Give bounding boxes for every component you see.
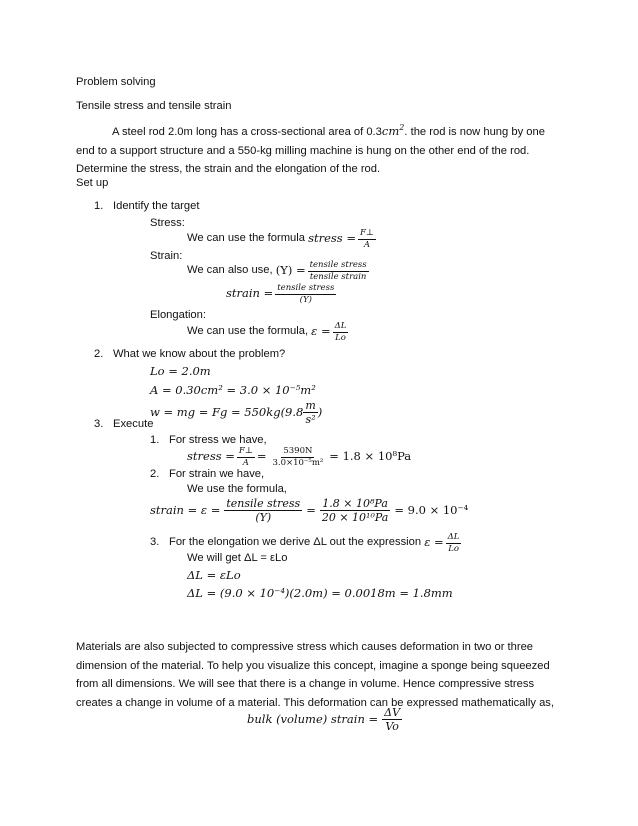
- elongation-lhs: ε =: [311, 324, 331, 339]
- calc-stress-result: = 1.8 × 10⁸Pa: [329, 449, 412, 464]
- elongation-derivation-2: ΔL = εLo: [187, 568, 241, 582]
- elongation-label: Elongation:: [150, 309, 206, 321]
- problem-statement: [76, 122, 564, 179]
- weight-fraction: $\frac{m}{\text{s²}}$: [305, 399, 316, 426]
- strain-Y: (Y) =: [275, 263, 306, 278]
- weight-close-paren: ): [317, 404, 323, 419]
- elongation-result: ΔL = (9.0 × 10⁻⁴)(2.0m) = 0.0018m = 1.8mm: [187, 586, 453, 600]
- strain-calculation: [150, 498, 468, 523]
- stress-label: Stress:: [150, 217, 185, 229]
- step1-number: 1.: [94, 200, 104, 212]
- stress-formula-text: We can use the formula: [187, 232, 305, 245]
- strain-label: Strain:: [150, 250, 183, 262]
- problem-text-part2: . the rod is now hung by one end to a support structure and a 550-kg milling machine is hung on the other end of the rod. Determine the stress, the strain and the elongation of the rod.: [76, 126, 545, 175]
- execute-3-lhs: ε =: [424, 535, 444, 550]
- bulk-strain-formula: [247, 707, 406, 732]
- elongation-formula-text: We can use the formula,: [187, 325, 309, 338]
- execute-3-line: [150, 533, 463, 553]
- calc-stress-lhs: stress =: [187, 449, 235, 464]
- strain-lhs: strain =: [226, 286, 274, 301]
- strain-fraction-1: $\frac{\text{tensile stress}}{\text{tensile strain}}$: [309, 260, 367, 282]
- execute-2-sub: We use the formula,: [187, 483, 287, 495]
- execute-2-number: 2.: [150, 468, 160, 480]
- step3-number: 3.: [94, 418, 104, 430]
- calc-stress-frac-1: $\frac{F\perp}{A}$: [238, 446, 253, 468]
- bulk-fraction: $\frac{\Delta V}{Vo}$: [384, 706, 401, 733]
- calc-stress-eq: =: [256, 449, 267, 464]
- weight-expression: w = mg = Fg = 550kg(9.8: [150, 404, 304, 419]
- calc-strain-frac-2: $\frac{\text{1.8 × 10⁸Pa}}{\text{20 × 10¹⁰Pa}}$: [321, 497, 389, 524]
- known-weight: [150, 400, 322, 425]
- elongation-derivation-1: We will get ΔL = εLo: [187, 552, 288, 564]
- stress-fraction: $\frac{F\perp}{A}$: [359, 228, 374, 250]
- elongation-fraction: $\frac{\Delta L}{Lo}$: [334, 321, 347, 343]
- strain-fraction-2: $\frac{\text{tensile stress}}{(Y)}$: [277, 283, 335, 305]
- strain-formula-text: We can also use,: [187, 264, 273, 277]
- calc-strain-eq: =: [306, 502, 316, 517]
- calc-strain-lhs: strain = ε =: [150, 502, 221, 517]
- step2-number: 2.: [94, 348, 104, 360]
- strain-formula-2: [226, 284, 338, 304]
- calc-stress-frac-2: $\frac{5390N}{\text{3.0×10⁻⁵m²}}$: [272, 446, 324, 468]
- problem-unit: $cm^2$: [381, 123, 405, 138]
- strain-formula-line: [187, 261, 371, 281]
- bulk-lhs: bulk (volume) strain =: [247, 711, 379, 726]
- heading-problem-solving: Problem solving: [76, 76, 156, 88]
- elongation-formula-line: [187, 322, 350, 342]
- step1-title: Identify the target: [113, 200, 200, 212]
- execute-1-text: For stress we have,: [169, 434, 267, 446]
- execute-3-text: For the elongation we derive ΔL out the expression: [169, 536, 422, 549]
- calc-strain-frac-1: $\frac{\text{tensile stress}}{(Y)}$: [226, 497, 301, 524]
- stress-lhs: stress =: [308, 231, 356, 246]
- stress-formula-line: [187, 229, 378, 249]
- known-area: A = 0.30cm² = 3.0 × 10⁻⁵m²: [150, 383, 316, 397]
- calc-strain-result: = 9.0 × 10⁻⁴: [394, 502, 469, 517]
- stress-calculation: [187, 447, 411, 467]
- setup-label: Set up: [76, 177, 109, 189]
- known-length: Lo = 2.0m: [150, 364, 211, 378]
- step2-title: What we know about the problem?: [113, 348, 286, 360]
- problem-text-part1: A steel rod 2.0m long has a cross-sectional area of 0.3: [112, 126, 382, 138]
- execute-1-number: 1.: [150, 434, 160, 446]
- step3-title: Execute: [113, 418, 154, 430]
- heading-tensile: Tensile stress and tensile strain: [76, 100, 232, 112]
- execute-3-number: 3.: [150, 536, 160, 549]
- execute-2-text: For strain we have,: [169, 468, 265, 480]
- bulk-paragraph: Materials are also subjected to compressive stress which causes deformation in two or three dimension of the material. To help you visualize this concept, imagine a sponge being squeezed from all dimensions. We will see that there is a change in volume. Hence compressive stress creates a change in volume of a material. This deformation can be expressed mathematically as,: [76, 641, 554, 709]
- execute-3-fraction: $\frac{\Delta L}{Lo}$: [447, 532, 460, 554]
